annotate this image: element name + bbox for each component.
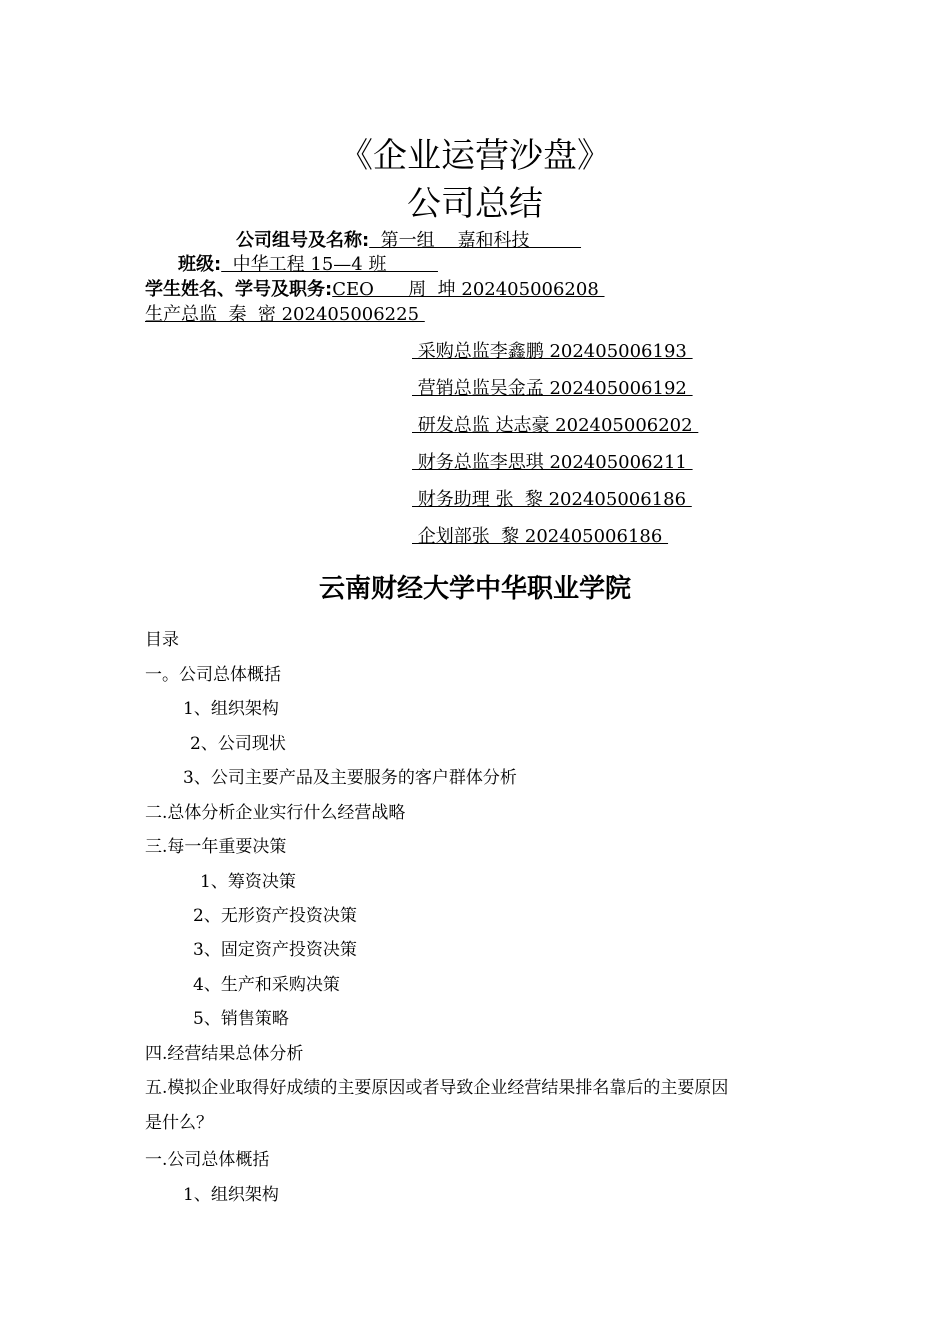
students-line [145, 275, 605, 301]
toc-item: 五.模拟企业取得好成绩的主要原因或者导致企业经营结果排名靠后的主要原因 [145, 1078, 729, 1098]
toc-item: 三.每一年重要决策 [145, 837, 287, 857]
member-entry: 营销总监吴金孟 202405006192 [412, 378, 693, 399]
member-entry: 研发总监 达志豪 202405006202 [412, 415, 699, 436]
toc-item: 一.公司总体概括 [145, 1150, 270, 1170]
group-label: 公司组号及名称: [236, 230, 370, 251]
ceo-entry: CEO 周 坤 202405006208 [332, 279, 605, 300]
document-title: 《企业运营沙盘》 [339, 136, 611, 176]
school-name: 云南财经大学中华职业学院 [318, 574, 631, 604]
toc-item: 5、销售策略 [193, 1009, 289, 1029]
member-entry: 财务总监李思琪 202405006211 [412, 452, 693, 473]
class-line [178, 250, 438, 276]
class-value: 中华工程 15—4 班 [221, 254, 438, 275]
toc-item: 2、公司现状 [190, 734, 286, 754]
toc-item: 3、固定资产投资决策 [193, 940, 357, 960]
toc-item: 1、组织架构 [183, 699, 279, 719]
production-entry: 生产总监 秦 密 202405006225 [145, 304, 425, 325]
toc-item: 1、组织架构 [183, 1185, 279, 1205]
toc-item: 2、无形资产投资决策 [193, 906, 357, 926]
toc-item: 二.总体分析企业实行什么经营战略 [145, 803, 406, 823]
toc-item: 4、生产和采购决策 [193, 975, 340, 995]
group-value: 第一组 嘉和科技 [369, 230, 582, 251]
document-subtitle: 公司总结 [407, 184, 543, 224]
toc-item: 1、筹资决策 [200, 872, 296, 892]
member-entry: 企划部张 黎 202405006186 [412, 526, 669, 547]
toc-item: 是什么？ [145, 1113, 213, 1133]
toc-item: 3、公司主要产品及主要服务的客户群体分析 [183, 768, 517, 788]
member-entry: 采购总监李鑫鹏 202405006193 [412, 341, 693, 362]
toc-item: 四.经营结果总体分析 [145, 1044, 304, 1064]
member-entry: 财务助理 张 黎 202405006186 [412, 489, 692, 510]
students-label: 学生姓名、学号及职务: [145, 279, 333, 300]
class-label: 班级: [178, 254, 222, 275]
toc-item: 一。公司总体概括 [145, 665, 281, 685]
group-line [236, 226, 581, 252]
toc-heading: 目录 [145, 630, 179, 650]
